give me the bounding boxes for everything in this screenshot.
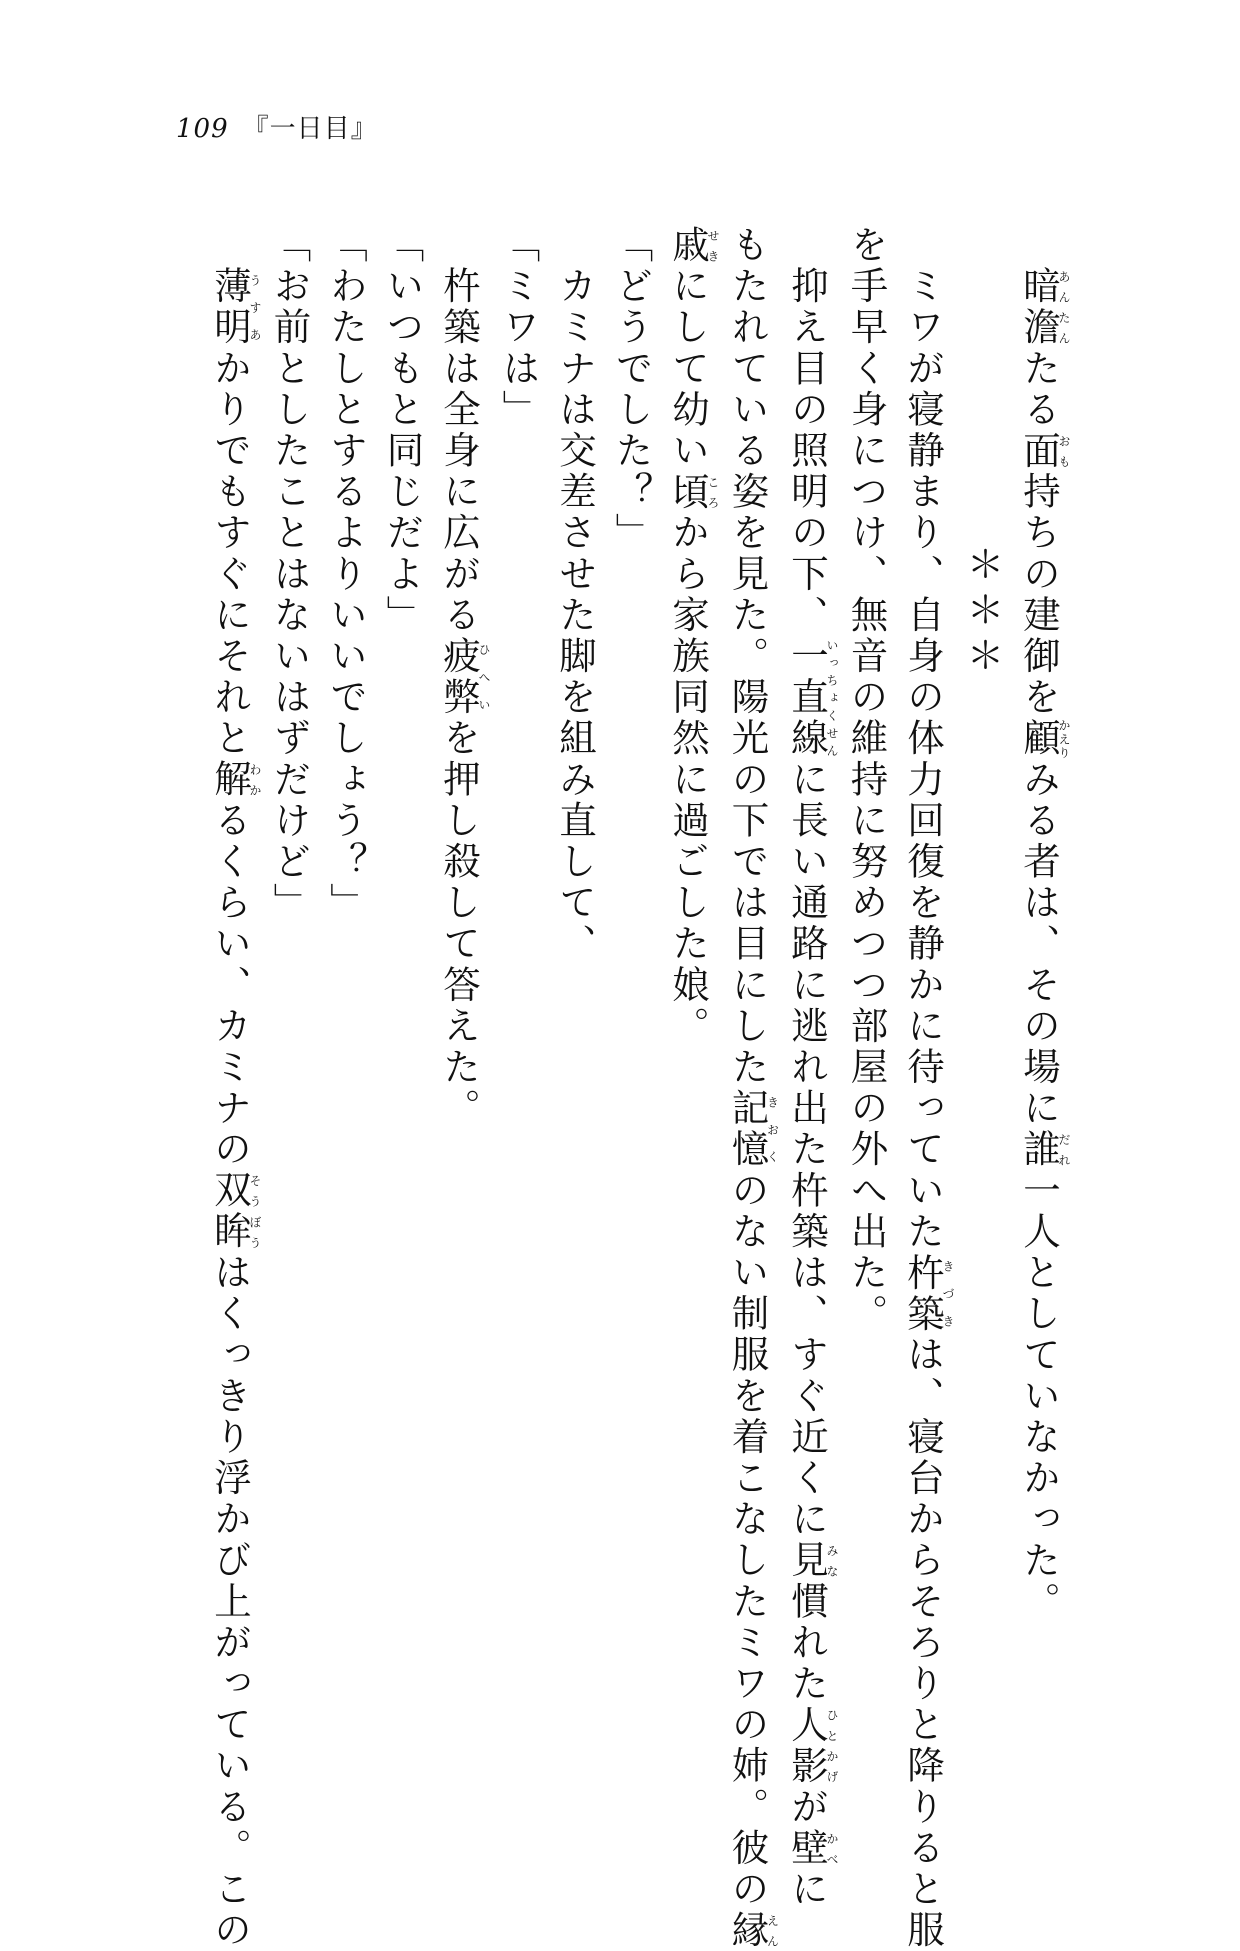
chapter-title: 『一日目』 <box>242 114 378 144</box>
dialogue-line: 「ミワは」 <box>496 225 541 431</box>
scene-break-asterisks: ＊＊＊ <box>960 545 1005 682</box>
text-line: 薄明うすあかりでもすぐにそれと解わかるくらい、カミナの双眸そうぼうはくっきり浮かび上がっている。この <box>208 266 262 1951</box>
text-line: 抑え目の照明の下、一直線いっちょくせんに長い通路に逃れ出た杵築は、すぐ近くに見みな慣れた人影ひとかげが壁かべに <box>785 225 839 1911</box>
vertical-body-text <box>202 225 1071 1951</box>
text-line: 杵築は全身に広がる疲弊ひへいを押し殺して答えた。 <box>437 225 491 1130</box>
text-line: 暗澹あんたんたる面おも持ちの建御を顧かえりみる者は、その場に誰だれ一人としていなかった。 <box>1017 266 1071 1623</box>
text-line: を手早く身につけ、無音の維持に努めつつ部屋の外へ出た。 <box>844 225 889 1335</box>
text-line: カミナは交差させた脚を組み直して、 <box>553 266 597 965</box>
text-line: 戚せきにして幼い頃ころから家族同然に過ごした娘。 <box>666 225 720 1048</box>
page-number: 109 <box>176 114 229 144</box>
running-header <box>176 108 378 145</box>
text-line: ミワが寝静まり、自身の体力回復を静かに待っていた杵築きづきは、寝台からそろりと降りると服 <box>901 225 955 1951</box>
dialogue-line: 「どうでした？」 <box>609 225 654 554</box>
dialogue-line: 「いつもと同じだよ」 <box>380 225 425 636</box>
dialogue-line: 「わたしとするよりいいでしょう？」 <box>324 225 368 924</box>
dialogue-line: 「お前としたことはないはずだけど」 <box>267 225 312 924</box>
text-line: もたれている姿を見た。陽光の下では目にした記憶きおくのない制服を着こなしたミワの姉。彼の縁えん <box>725 225 780 1951</box>
